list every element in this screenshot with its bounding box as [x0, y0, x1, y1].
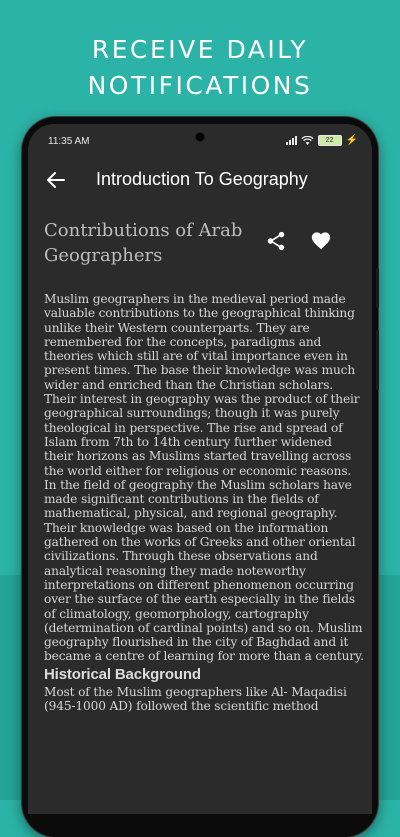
status-time: 11:35 AM: [48, 136, 90, 147]
article-paragraph: In the field of geography the Muslim scholars have made significant contributions in the fields of mathematical, physical, and regional geography. Their knowledge was based on the information gathered on the works of Greeks and other oriental civilizations. Through these observations and analytical reasoning they made noteworthy interpretations on different phenomenon occurring over the surface of the earth especially in the fields of climatology, geomorphology, cartography (determination of cardinal points) and so on. Muslim geography flourished in the city of Baghdad and it became a centre of learning for more than a century.: [44, 477, 364, 664]
phone-screen: [28, 124, 372, 814]
status-bar: [28, 124, 372, 156]
battery-icon: 22: [318, 135, 342, 146]
signal-icon: [286, 136, 297, 145]
promo-headline-line1: RECEIVE DAILY: [91, 35, 309, 64]
status-icons: [286, 135, 358, 146]
app-bar-title: Introduction To Geography: [96, 169, 308, 189]
front-camera: [196, 133, 204, 141]
phone-volume-button: [376, 268, 379, 308]
promo-headline: [0, 32, 400, 104]
share-icon[interactable]: [265, 230, 287, 252]
arrow-left-icon[interactable]: [44, 168, 68, 192]
article-title: Contributions of Arab Geographers: [44, 220, 243, 266]
heart-icon[interactable]: [310, 230, 332, 252]
charging-icon: ⚡: [345, 135, 358, 146]
article-paragraph: Muslim geographers in the medieval period made valuable contributions to the geographical thinking unlike their Western counterparts. They are remembered for the concepts, paradigms and theories which still are of vital importance even in present times. The base their knowledge was much wider and enriched than the Christian scholars. Their interest in geography was the product of their geographical surroundings; though it was purely theological in perspective. The rise and spread of Islam from 7th to 14th century further widened their horizons as Muslims started travelling across the world either for religious or economic reasons.: [44, 292, 360, 478]
wifi-icon: [301, 136, 314, 146]
promo-headline-line2: NOTIFICATIONS: [87, 71, 313, 100]
article-content[interactable]: [28, 208, 372, 814]
article-paragraph: Most of the Muslim geographers like Al- Maqadisi (945-1000 AD) followed the scientific method: [44, 684, 347, 714]
app-bar: [28, 160, 372, 200]
phone-power-button: [376, 330, 379, 390]
article-body: [44, 292, 364, 713]
section-heading: Historical Background: [44, 665, 201, 683]
